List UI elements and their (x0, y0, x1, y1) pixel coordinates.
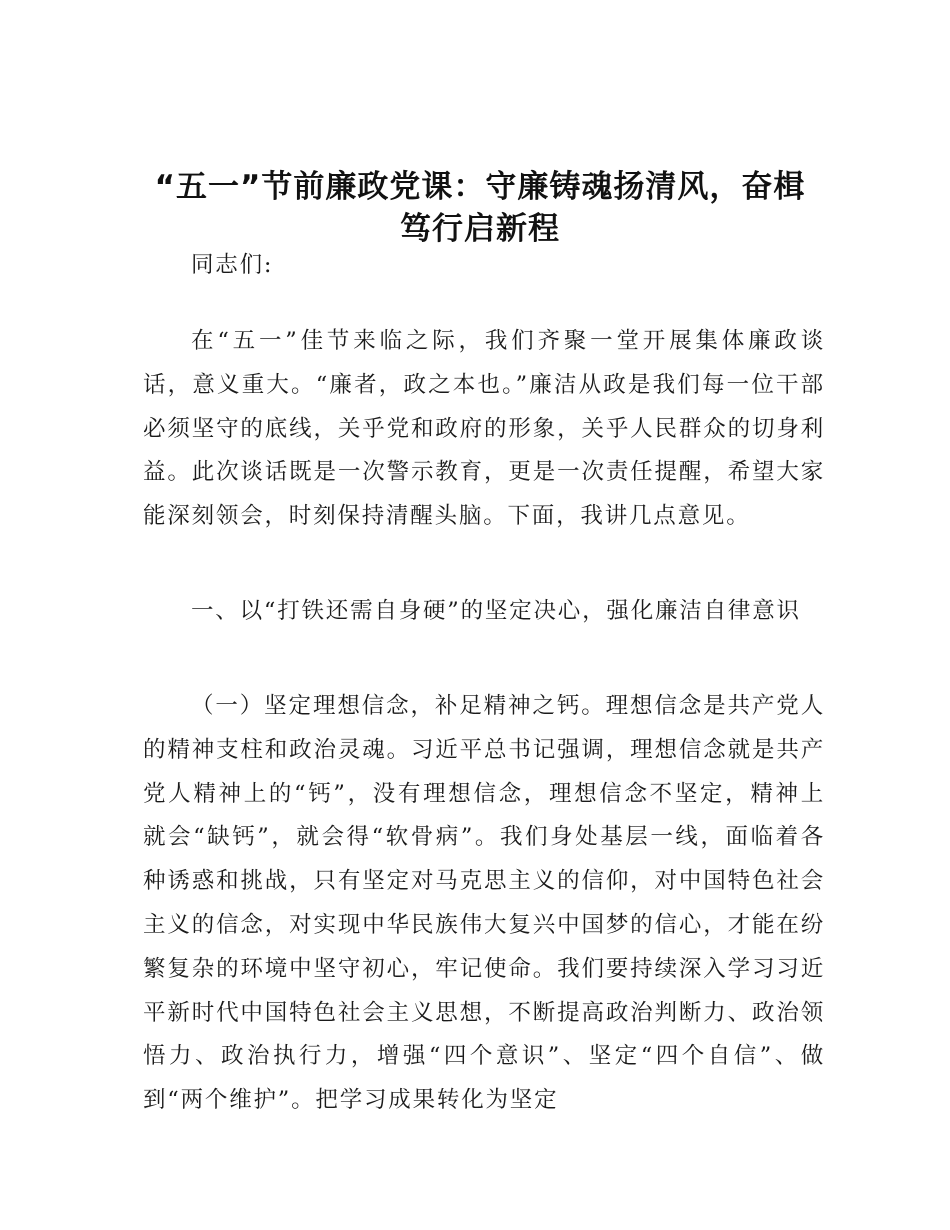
subsection-paragraph-1: （一）坚定理想信念，补足精神之钙。理想信念是共产党人的精神支柱和政治灵魂。习近平总书记强调，理想信念就是共产党人精神上的“钙”，没有理想信念，理想信念不坚定，精神上就会“缺钙”，就会得“软骨病”。我们身处基层一线，面临着各种诱惑和挑战，只有坚定对马克思主义的信仰，对中国特色社会主义的信念，对实现中华民族伟大复兴中国梦的信心，才能在纷繁复杂的环境中坚守初心，牢记使命。我们要持续深入学习习近平新时代中国特色社会主义思想，不断提高政治判断力、政治领悟力、政治执行力，增强“四个意识”、坚定“四个自信”、做到“两个维护”。把学习成果转化为坚定 (143, 693, 825, 1114)
document-title: “五一”节前廉政党课：守廉铸魂扬清风，奋楫笃行启新程 (154, 169, 806, 247)
section-heading-1: 一、以“打铁还需自身硬”的坚定决心，强化廉洁自律意识 (191, 598, 801, 624)
salutation: 同志们: (191, 252, 274, 278)
intro-paragraph: 在“五一”佳节来临之际，我们齐聚一堂开展集体廉政谈话，意义重大。“廉者，政之本也。”廉洁从政是我们每一位干部必须坚守的底线，关乎党和政府的形象，关乎人民群众的切身利益。此次谈话既是一次警示教育，更是一次责任提醒，希望大家能深刻领会，时刻保持清醒头脑。下面，我讲几点意见。 (143, 328, 825, 530)
